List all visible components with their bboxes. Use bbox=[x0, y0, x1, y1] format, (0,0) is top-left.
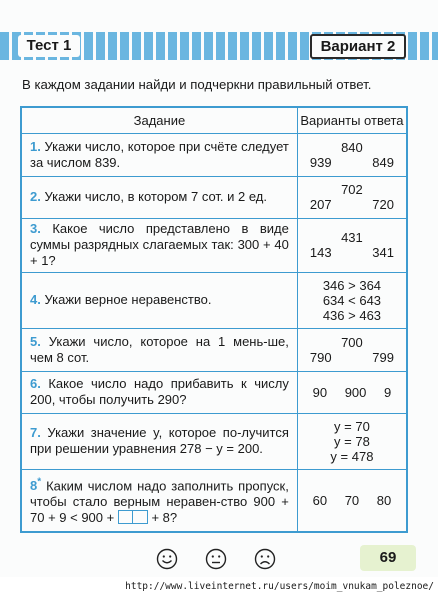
task-number: 3. bbox=[30, 221, 41, 236]
task-text: Укажи число, которое на 1 мень-ше, чем 8 сот. bbox=[30, 333, 289, 365]
watermark-url: http://www.liveinternet.ru/users/moim_vnukam_poleznoe/ bbox=[0, 577, 438, 596]
answer-option[interactable]: 634 < 643 bbox=[322, 292, 382, 308]
task-text: Укажи число, в котором 7 сот. и 2 ед. bbox=[44, 189, 268, 204]
page-number: 69 bbox=[360, 545, 416, 571]
answer-option[interactable]: 143 bbox=[309, 245, 332, 260]
answer-option[interactable]: 207 bbox=[309, 197, 332, 212]
task-cell bbox=[21, 176, 297, 218]
task-number: 8* bbox=[30, 476, 42, 493]
task-cell bbox=[21, 133, 297, 176]
answer-option[interactable]: 346 > 364 bbox=[322, 277, 382, 293]
answer-option[interactable]: 70 bbox=[344, 492, 360, 508]
sad-face-icon[interactable] bbox=[254, 548, 276, 570]
answers-cell bbox=[297, 272, 407, 328]
table-row bbox=[21, 371, 407, 413]
task-text: Какое число представлено в виде суммы разрядных слагаемых так: 300 + 40 + 1? bbox=[30, 221, 289, 268]
answer-option[interactable]: 60 bbox=[312, 492, 328, 508]
table-row bbox=[21, 218, 407, 272]
answer-option[interactable]: 720 bbox=[372, 197, 394, 212]
answer-option[interactable]: 939 bbox=[309, 154, 332, 170]
answer-option[interactable]: 431 bbox=[341, 230, 363, 245]
answer-option[interactable]: y = 478 bbox=[330, 448, 374, 464]
answer-option[interactable]: 9 bbox=[383, 384, 392, 400]
answers-cell bbox=[297, 371, 407, 413]
task-cell bbox=[21, 413, 297, 469]
task-number: 6. bbox=[30, 376, 41, 391]
task-cell bbox=[21, 371, 297, 413]
task-text: Укажи верное неравенство. bbox=[44, 292, 212, 307]
task-number: 7. bbox=[30, 425, 41, 440]
blank-box[interactable] bbox=[118, 510, 148, 524]
answers-cell bbox=[297, 176, 407, 218]
answer-option[interactable]: 799 bbox=[372, 349, 394, 365]
answers-cell bbox=[297, 133, 407, 176]
task-cell bbox=[21, 218, 297, 272]
task-table bbox=[20, 106, 408, 533]
answer-option[interactable]: 840 bbox=[341, 139, 363, 155]
task-cell bbox=[21, 328, 297, 371]
answer-option[interactable]: 80 bbox=[376, 492, 392, 508]
answer-option[interactable]: 90 bbox=[312, 384, 328, 400]
task-text-end: + 8? bbox=[151, 509, 178, 525]
answers-cell bbox=[297, 469, 407, 532]
task-text: Каким числом надо заполнить пропуск, чтобы стало верным неравен-ство 900 + 70 + 9 < 900 + bbox=[30, 477, 289, 525]
table-row bbox=[21, 469, 407, 532]
answer-option[interactable]: 436 > 463 bbox=[322, 307, 382, 323]
table-row bbox=[21, 413, 407, 469]
task-number: 4. bbox=[30, 292, 41, 307]
answer-option[interactable]: 849 bbox=[372, 154, 394, 170]
task-column-header: Задание bbox=[21, 107, 297, 133]
answers-cell bbox=[297, 328, 407, 371]
answer-option[interactable]: 341 bbox=[372, 245, 394, 260]
task-cell bbox=[21, 469, 297, 532]
smile-face-icon[interactable] bbox=[156, 548, 178, 570]
answers-column-header: Варианты ответа bbox=[297, 107, 407, 133]
neutral-face-icon[interactable] bbox=[205, 548, 227, 570]
task-text: Какое число надо прибавить к числу 200, чтобы получить 290? bbox=[30, 376, 289, 407]
self-assessment-faces bbox=[156, 548, 276, 570]
task-text: Укажи значение y, которое по-лучится при решении уравнения 278 − y = 200. bbox=[30, 425, 289, 456]
task-number: 2. bbox=[30, 189, 41, 204]
table-row bbox=[21, 272, 407, 328]
table-row bbox=[21, 133, 407, 176]
task-cell bbox=[21, 272, 297, 328]
answer-option[interactable]: 790 bbox=[309, 349, 332, 365]
answer-option[interactable]: 702 bbox=[341, 182, 363, 197]
answer-option[interactable]: y = 78 bbox=[334, 433, 370, 449]
table-header-row bbox=[21, 107, 407, 133]
variant-label: Вариант 2 bbox=[310, 34, 406, 59]
table-row bbox=[21, 176, 407, 218]
answers-cell bbox=[297, 413, 407, 469]
table-row bbox=[21, 328, 407, 371]
answer-option[interactable]: y = 70 bbox=[334, 418, 370, 434]
star-marker: * bbox=[37, 476, 42, 488]
task-number: 1. bbox=[30, 138, 41, 154]
task-number: 5. bbox=[30, 333, 41, 349]
answers-cell bbox=[297, 218, 407, 272]
answer-option[interactable]: 900 bbox=[344, 384, 367, 400]
answer-option[interactable]: 700 bbox=[341, 334, 363, 350]
test-label: Тест 1 bbox=[18, 35, 80, 57]
task-text: Укажи число, которое при счёте следует за числом 839. bbox=[30, 138, 289, 170]
instruction: В каждом задании найди и подчеркни правильный ответ. bbox=[22, 77, 372, 92]
